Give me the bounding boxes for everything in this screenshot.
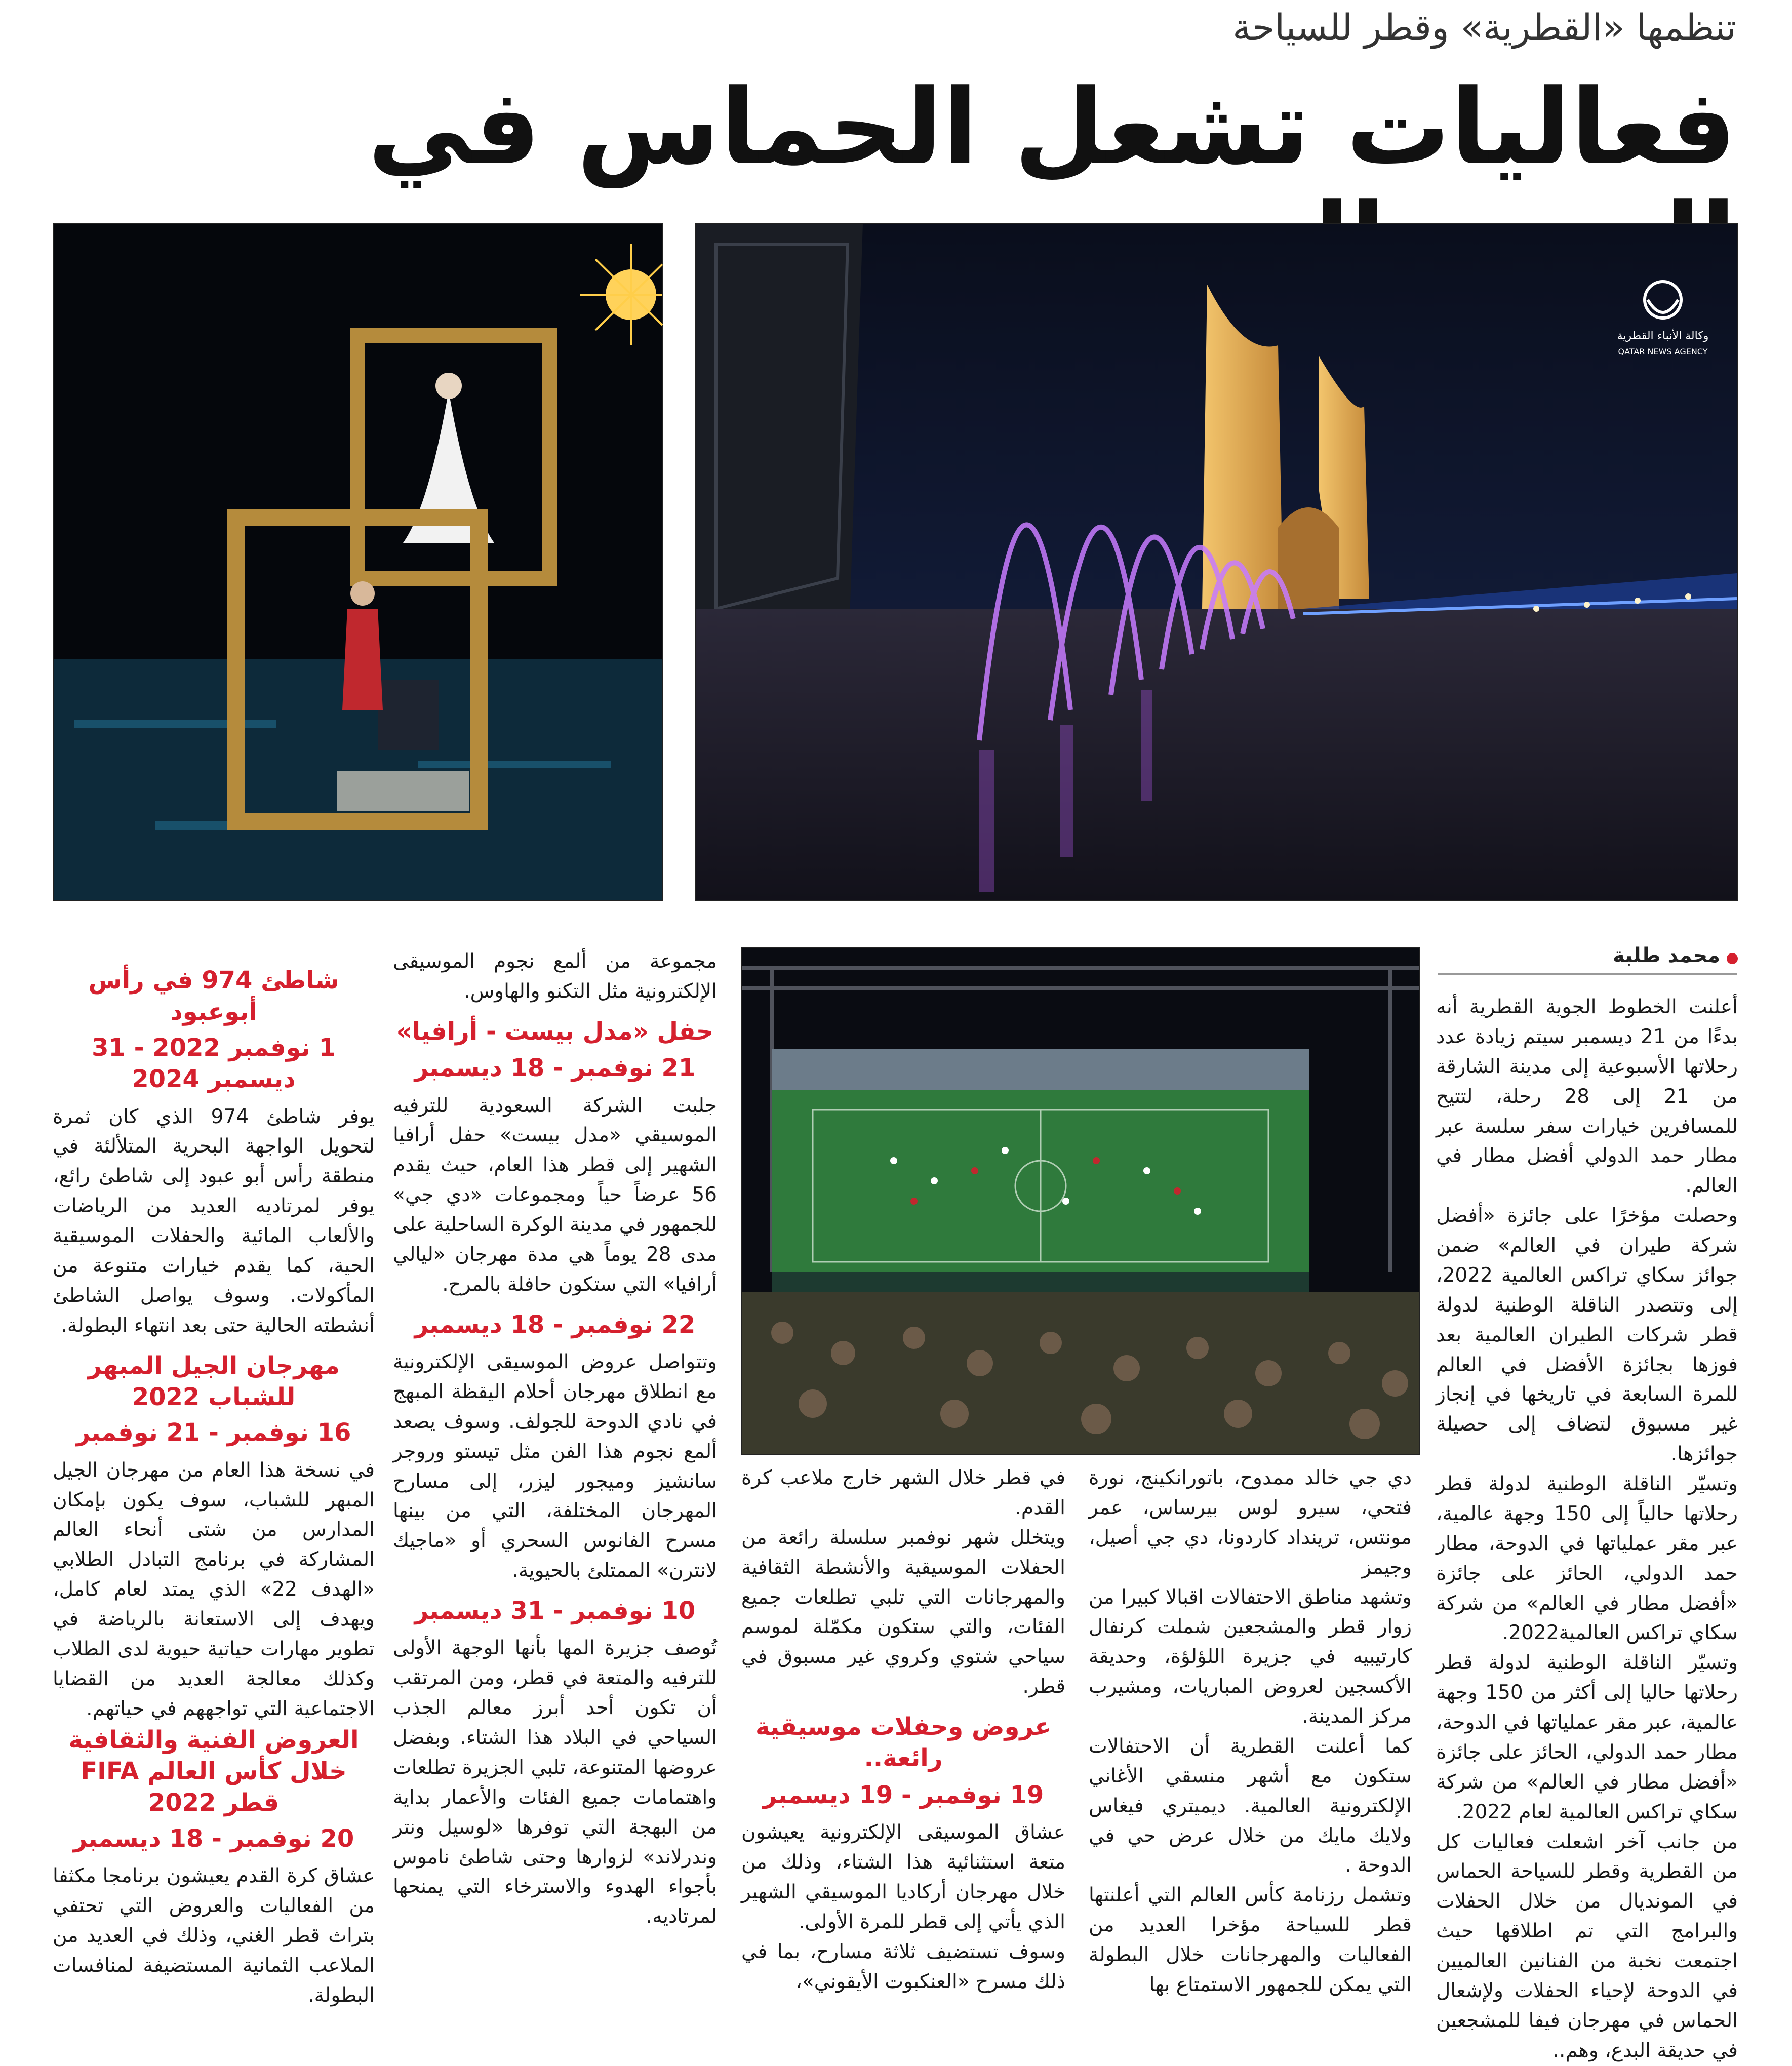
col2-paragraph: وتشمل رزنامة كأس العالم التي أعلنتها قطر للسياحة مؤخرا العديد من الفعاليات والمهرجانات خلال البطولة التي يمكن للجمهور الاستمتاع بها xyxy=(1089,1884,1412,1996)
col5-subheading: شاطئ 974 في رأس أبوعبود xyxy=(88,966,339,1026)
col5-date: 16 نوفمبر - 21 نوفمبر xyxy=(76,1418,351,1447)
qna-logo-arabic: وكالة الأنباء القطرية xyxy=(1617,330,1709,342)
col4-paragraph: مجموعة من ألمع نجوم الموسيقى الإلكترونية مثل التكنو والهاوس. xyxy=(393,950,717,1003)
col3-paragraph: في قطر خلال الشهر خارج ملاعب كرة القدم. xyxy=(741,1466,1065,1519)
article-headline: فعاليات تشعل الحماس في xyxy=(368,67,1736,188)
col5-date: 20 نوفمبر - 18 ديسمبر xyxy=(73,1824,354,1853)
col1-paragraph: وتسيّر الناقلة الوطنية لدولة قطر رحلاتها حالياً إلى 150 وجهة عالمية، عبر مقر عملياتها في الدوحة، مطار حمد الدولي، الحائز على جائزة «أفضل مطار في العالم» من شركة سكاي تراكس العالمية2022. xyxy=(1436,1473,1738,1645)
col4-date: 10 نوفمبر - 31 ديسمبر xyxy=(414,1597,696,1625)
byline-rule xyxy=(1438,973,1737,975)
col3-paragraph: ويتخلل شهر نوفمبر سلسلة رائعة من الحفلات الموسيقية والأنشطة الثقافية والمهرجانات التي تلبي تطلعات جميع الفئات، والتي ستكون مكمّلة لموسم سياحي شتوي وكروي غير مسبوق في قطر. xyxy=(741,1526,1065,1698)
col5-paragraph: يوفر شاطئ 974 الذي كان ثمرة لتحويل الواجهة البحرية المتلألئة في منطقة رأس أبو عبود إلى شاطئ رائع، يوفر لمرتاديه العديد من الرياضات والألعاب المائية والحفلات الموسيقية الحية، كما يقدم خيارات متنوعة من المأكولات. وسوف يواصل الشاطئ أنشطته الحالية حتى بعد انتهاء البطولة. xyxy=(53,1105,375,1337)
col4-paragraph: تُوصف جزيرة المها بأنها الوجهة الأولى للترفيه والمتعة في قطر، ومن المرتقب أن تكون أحد أبرز معالم الجذب السياحي في البلاد هذا الشتاء. وبفضل عروضها المتنوعة، تلبي الجزيرة تطلعات واهتمامات جميع الفئات والأعمار بداية من البهجة التي توفرها «لوسيل ونتر وندرلاند» لزوارها وحتى شاطئ ناموس بأجواء الهدوء والاسترخاء التي يمنحها لمرتاديه. xyxy=(393,1637,717,1928)
col2-paragraph: وتشهد مناطق الاحتفالات اقبالا كبيرا من زوار قطر والمشجعين شملت كرنفال كارتيبيه في جزيرة اللؤلؤة، وحديقة الأكسجين لعروض المباريات، ومشيرب مركز المدينة. xyxy=(1089,1585,1412,1728)
column-2 xyxy=(1089,1463,1412,2025)
col1-paragraph: وتسيّر الناقلة الوطنية لدولة قطر رحلاتها حاليا إلى أكثر من 150 وجهة عالمية، عبر مقر عملياتها في الدوحة، مطار حمد الدولي، الحائز على جائزة «أفضل مطار في العالم» من شركة سكاي تراكس العالمية لعام 2022. xyxy=(1436,1651,1738,1823)
qna-logo-english: QATAR NEWS AGENCY xyxy=(1618,347,1708,356)
col5-paragraph: عشاق كرة القدم يعيشون برنامجا مكثفا من الفعاليات والعروض التي تحتفي بتراث قطر الغني، وذلك في العديد من الملاعب الثمانية المستضيفة لمنافسات البطولة. xyxy=(53,1864,375,2007)
col1-paragraph: من جانب آخر اشعلت فعاليات كل من القطرية وقطر للسياحة الحماس في المونديال من خلال الحفلات والبرامج التي تم اطلاقها حيث اجتمعت نخبة من الفنانين العالميين في الدوحة لإحياء الحفلات ولإشعال الحماس في مهرجان فيفا للمشجعين في حديقة البدع، وهم.. xyxy=(1436,1830,1738,2062)
col1-paragraph: أعلنت الخطوط الجوية القطرية أنه بدءًا من 21 ديسمبر سيتم زيادة عدد رحلاتها الأسبوعية إلى مدينة الشارقة من 21 إلى 28 رحلة، لتتيح للمسافرين خيارات سفر سلسة عبر مطار حمد الدولي أفضل مطار في العالم. xyxy=(1436,996,1738,1198)
column-5 xyxy=(53,965,375,2025)
col4-subheading: حفل «مدل بيست - أرافيا» xyxy=(396,1017,714,1046)
column-1 xyxy=(1436,992,1738,2062)
col5-date: 1 نوفمبر 2022 - 31 ديسمبر 2024 xyxy=(92,1033,336,1094)
col4-paragraph: جلبت الشركة السعودية للترفيه الموسيقي «مدل بيست» حفل أرافيا الشهير إلى قطر هذا العام، حيث يقدم 56 عرضاً حياً ومجموعات «دي جي» للجمهور في مدينة الوكرة الساحلية على مدى 28 يوماً هي مدة مهرجان «ليالي أرافيا» التي ستكون حافلة بالمرح. xyxy=(393,1094,717,1296)
byline-dot xyxy=(1727,953,1738,964)
col5-subheading: مهرجان الجيل المبهر للشباب 2022 xyxy=(88,1351,340,1411)
column-4 xyxy=(393,947,717,2025)
col2-paragraph: دي جي خالد ممدوح، باتورانكينج، نورة فتحي، سيرو لوس بيرساس، عمر مونتس، ترينداد كاردونا، دي جي أصيل، وجيمز xyxy=(1089,1466,1412,1579)
photo-frame-performers xyxy=(53,223,663,901)
col1-paragraph: وحصلت مؤخرًا على جائزة «أفضل شركة طيران في العالم» ضمن جوائز سكاي تراكس العالمية 2022، إلى وتتصدر الناقلة الوطنية لدولة قطر شركات الطيران العالمية بعد فوزها بجائزة الأفضل في العالم للمرة السابعة في تاريخها في إنجاز غير مسبوق لتضاف إلى حصيلة جوائزها. xyxy=(1436,1204,1738,1466)
col4-date: 22 نوفمبر - 18 ديسمبر xyxy=(414,1310,696,1339)
col3-paragraph: عشاق الموسيقى الإلكترونية يعيشون متعة استثنائية هذا الشتاء، وذلك من خلال مهرجان أركاديا الموسيقي الشهير الذي يأتي إلى قطر للمرة الأولى. xyxy=(741,1821,1065,1933)
byline: محمد طلبة xyxy=(1612,944,1720,967)
col4-paragraph: وتتواصل عروض الموسيقى الإلكترونية مع انطلاق مهرجان أحلام اليقظة المبهج في نادي الدوحة للجولف. وسوف يصعد ألمع نجوم هذا الفن مثل تيستو وروجر سانشيز وميجور ليزر، إلى مسارح المهرجان المختلفة، التي من بينها مسرح الفانوس السحري أو «ماجيك لانترن» الممتلئ بالحيوية. xyxy=(393,1350,717,1582)
col2-paragraph: كما أعلنت القطرية أن الاحتفالات ستكون مع أشهر منسقي الأغاني الإلكترونية العالمية. ديميتري فيغاس ولايك مايك من خلال عرض حي في الدوحة . xyxy=(1089,1734,1412,1877)
col5-paragraph: في نسخة هذا العام من مهرجان الجيل المبهر للشباب، سوف يكون بإمكان المدارس من شتى أنحاء العالم المشاركة في برنامج التبادل الطلابي «الهدف 22» الذي يمتد لعام كامل، ويهدف إلى الاستعانة بالرياضة في تطوير مهارات حياتية حيوية لدى الطلاب وكذلك معالجة العديد من القضايا الاجتماعية التي تواجههم في حياتهم. xyxy=(53,1458,375,1720)
article-kicker: تنظمها «القطرية» وقطر للسياحة xyxy=(1232,6,1736,49)
col5-subheading: العروض الفنية والثقافية خلال كأس العالم FIFA قطر 2022 xyxy=(68,1725,359,1817)
col3-paragraph: وسوف تستضيف ثلاثة مسارح، بما في ذلك مسرح «العنكبوت الأيقوني»، xyxy=(741,1940,1065,1993)
col3-subheading: عروض وحفلات موسيقية رائعة.. xyxy=(755,1713,1051,1773)
photo-fan-zone-screen xyxy=(741,947,1420,1455)
photo-lusail-fountains xyxy=(695,223,1738,901)
column-3 xyxy=(741,1463,1065,2025)
col4-date: 21 نوفمبر - 18 ديسمبر xyxy=(414,1054,696,1083)
col3-date: 19 نوفمبر - 19 ديسمبر xyxy=(763,1780,1044,1809)
